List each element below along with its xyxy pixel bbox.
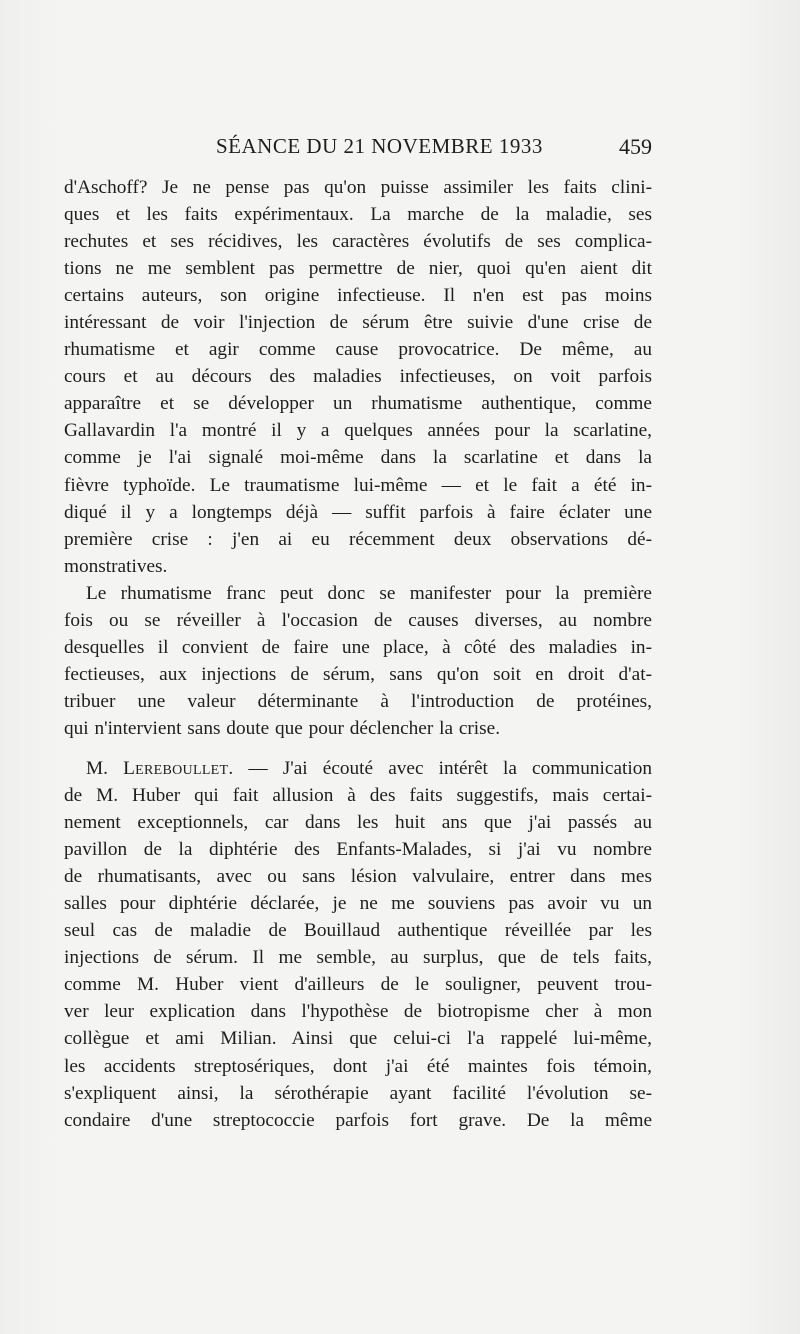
text-line: tions ne me semblent pas permettre de nier, quoi qu'en aient dit — [64, 258, 652, 280]
paragraph-3 — [64, 755, 652, 1134]
text-line: s'expliquent ainsi, la sérothérapie ayant facilité l'évolution se- — [64, 1082, 652, 1104]
paragraph-1 — [64, 174, 652, 580]
paragraph-gap — [64, 742, 652, 755]
text-line: monstratives. — [64, 555, 168, 577]
page-header — [64, 134, 652, 164]
text-line: pavillon de la diphtérie des Enfants-Malades, si j'ai vu nombre — [64, 839, 652, 861]
text-line: de M. Huber qui fait allusion à des faits suggestifs, mais certai- — [64, 785, 652, 807]
text-line: Le rhumatisme franc peut donc se manifester pour la première — [86, 582, 652, 604]
text-line: condaire d'une streptococcie parfois fort grave. De la même — [64, 1109, 652, 1131]
text-line: comme je l'ai signalé moi-même dans la scarlatine et dans la — [64, 447, 652, 469]
text-line: fectieuses, aux injections de sérum, sans qu'on soit en droit d'at- — [64, 663, 652, 685]
text-line: Gallavardin l'a montré il y a quelques années pour la scarlatine, — [64, 420, 652, 442]
text-line: apparaître et se développer un rhumatisme authentique, comme — [64, 393, 652, 415]
text-line: nement exceptionnels, car dans les huit ans que j'ai passés au — [64, 812, 652, 834]
text-line: collègue et ami Milian. Ainsi que celui-ci l'a rappelé lui-même, — [64, 1028, 652, 1050]
text-line: qui n'intervient sans doute que pour déclencher la crise. — [64, 717, 501, 739]
text-line: de rhumatisants, avec ou sans lésion valvulaire, entrer dans mes — [64, 866, 652, 888]
text-line: tribuer une valeur déterminante à l'introduction de protéines, — [64, 690, 652, 712]
text-line: rechutes et ses récidives, les caractères évolutifs de ses complica- — [64, 231, 652, 253]
text-line: injections de sérum. Il me semble, au surplus, que de tels faits, — [64, 947, 652, 969]
text-line: cours et au décours des maladies infectieuses, on voit parfois — [64, 366, 652, 388]
text-line: rhumatisme et agir comme cause provocatrice. De même, au — [64, 339, 652, 361]
text-line: diqué il y a longtemps déjà — suffit parfois à faire éclater une — [64, 501, 652, 523]
text-line: fois ou se réveiller à l'occasion de causes diverses, au nombre — [64, 609, 652, 631]
text-line: les accidents streptosériques, dont j'ai été maintes fois témoin, — [64, 1055, 652, 1077]
text-line: intéressant de voir l'injection de sérum être suivie d'une crise de — [64, 312, 652, 334]
page-number: 459 — [619, 134, 652, 159]
speaker-line-rest: . — J'ai écouté avec intérêt la communication — [228, 757, 652, 779]
text-line: salles pour diphtérie déclarée, je ne me souviens pas avoir vu un — [64, 893, 652, 915]
running-head: SÉANCE DU 21 NOVEMBRE 1933 — [216, 134, 543, 158]
text-line: d'Aschoff? Je ne pense pas qu'on puisse assimiler les faits clini- — [64, 177, 652, 198]
text-line: comme M. Huber vient d'ailleurs de le souligner, peuvent trou- — [64, 974, 652, 996]
text-line: desquelles il convient de faire une place, à côté des maladies in- — [64, 636, 652, 658]
speaker-prefix: M. — [86, 757, 124, 779]
body-text — [64, 174, 652, 1134]
text-line: ques et les faits expérimentaux. La marche de la maladie, ses — [64, 204, 652, 226]
speaker-name: Lereboullet — [123, 757, 229, 779]
text-line: seul cas de maladie de Bouillaud authentique réveillée par les — [64, 920, 652, 942]
speaker-line — [64, 755, 652, 782]
text-line: certains auteurs, son origine infectieuse. Il n'en est pas moins — [64, 285, 652, 307]
paragraph-2 — [64, 580, 652, 742]
text-line: première crise : j'en ai eu récemment deux observations dé- — [64, 528, 652, 550]
text-line: ver leur explication dans l'hypothèse de biotropisme cher à mon — [64, 1001, 652, 1023]
text-line: fièvre typhoïde. Le traumatisme lui-même — et le fait a été in- — [64, 474, 652, 496]
